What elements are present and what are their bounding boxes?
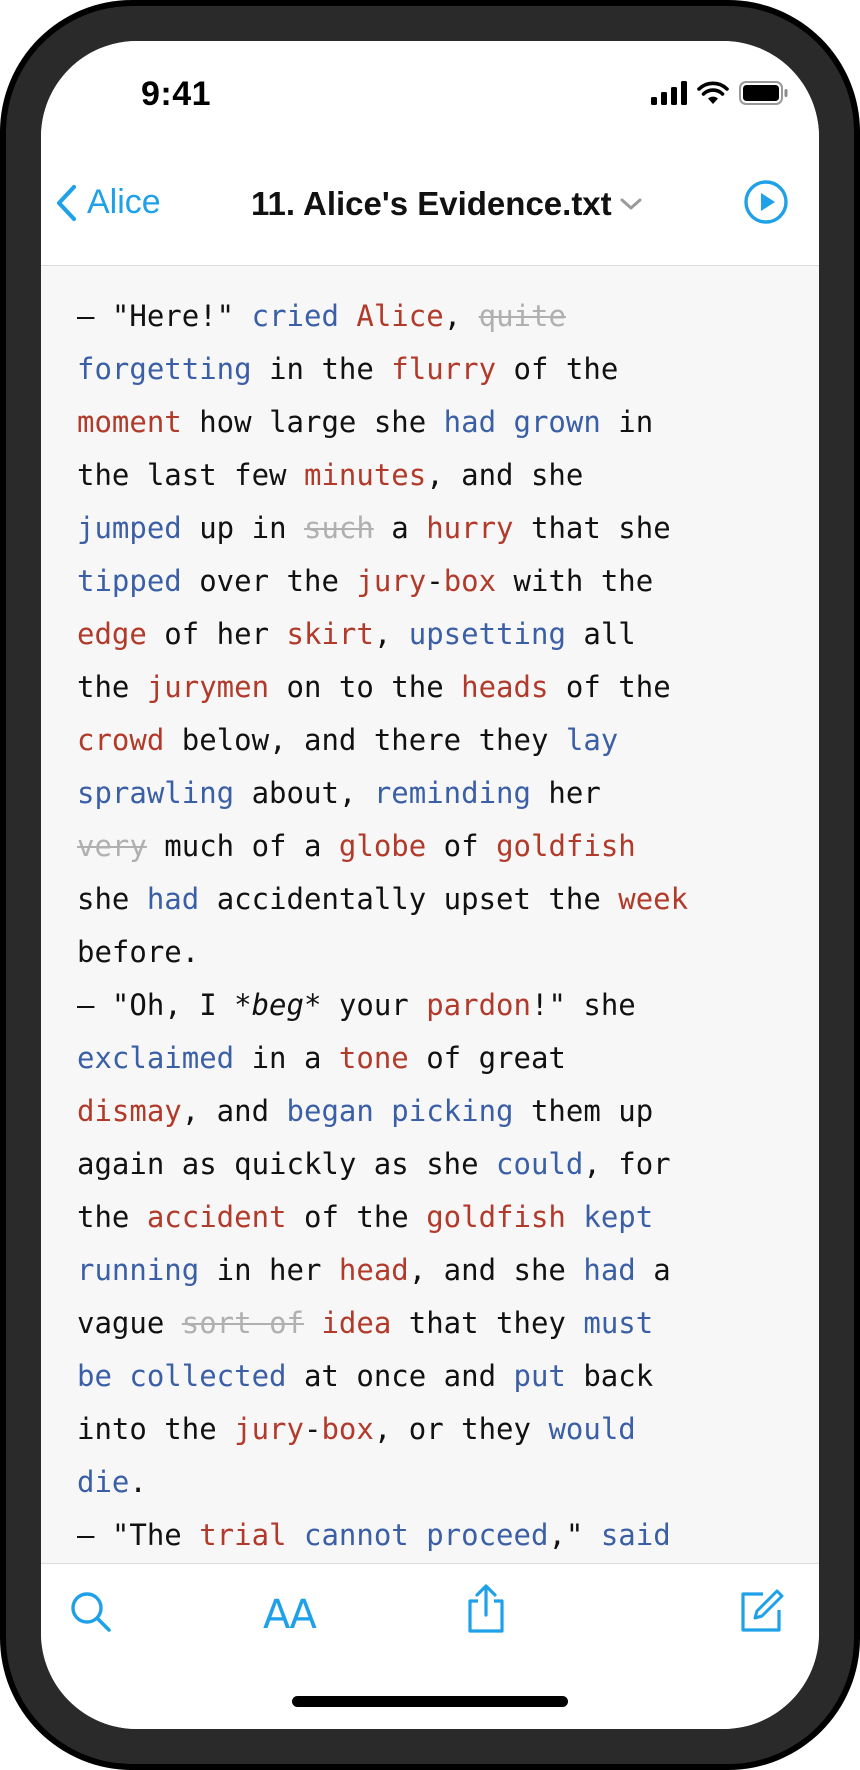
text-line — [77, 1032, 787, 1085]
verb-token: lay — [565, 723, 619, 757]
noun-token: hurry — [426, 511, 514, 545]
noun-token: crowd — [77, 723, 165, 757]
verb-token: had grown — [443, 405, 601, 439]
text-line — [77, 1191, 787, 1244]
text-line — [77, 1456, 787, 1509]
noun-token: jurymen — [146, 670, 270, 704]
text-line — [77, 1297, 787, 1350]
text-token: , or they — [373, 1412, 549, 1446]
home-indicator — [292, 1696, 568, 1707]
text-line — [77, 1244, 787, 1297]
battery-icon — [739, 81, 789, 105]
text-token: — "Here!" — [77, 299, 252, 333]
text-token: the — [77, 1200, 147, 1234]
text-token: . — [129, 1465, 147, 1499]
verb-token: upsetting — [408, 617, 566, 651]
document-text-view[interactable] — [41, 266, 819, 1606]
navigation-bar — [41, 139, 819, 266]
text-line — [77, 661, 787, 714]
text-token: , for — [583, 1147, 671, 1181]
text-token: with the — [496, 564, 654, 598]
text-token: of the — [496, 352, 619, 386]
text-token: back — [565, 1359, 654, 1393]
verb-token: be collected — [77, 1359, 287, 1393]
text-token: of the — [286, 1200, 427, 1234]
verb-token: could — [496, 1147, 584, 1181]
text-token: — "Oh, I — [77, 988, 235, 1022]
text-token: on to the — [269, 670, 462, 704]
text-line — [77, 1085, 787, 1138]
text-token: the last few — [77, 458, 304, 492]
text-line — [77, 608, 787, 661]
back-label: Alice — [87, 183, 161, 221]
noun-token: trial — [199, 1518, 287, 1552]
noun-token: accident — [146, 1200, 287, 1234]
verb-token: die — [77, 1465, 130, 1499]
noun-token: minutes — [303, 458, 427, 492]
verb-token: forgetting — [77, 352, 252, 386]
struck-token: quite — [478, 299, 566, 333]
text-token: ," — [548, 1518, 601, 1552]
compose-icon — [739, 1588, 785, 1634]
noun-token: edge — [77, 617, 147, 651]
text-line — [77, 820, 787, 873]
text-line — [77, 502, 787, 555]
text-token: a — [373, 511, 427, 545]
status-icons — [651, 79, 789, 107]
noun-token: heads — [461, 670, 549, 704]
text-token: , — [373, 617, 409, 651]
text-token: of great — [408, 1041, 566, 1075]
screen — [41, 41, 819, 1729]
verb-token: would — [548, 1412, 636, 1446]
verb-token: running — [77, 1253, 200, 1287]
verb-token: sprawling — [77, 776, 235, 810]
verb-token: began picking — [286, 1094, 514, 1128]
text-line — [77, 396, 787, 449]
status-bar — [41, 41, 819, 139]
text-line — [77, 1350, 787, 1403]
text-token — [339, 299, 356, 333]
text-token: - — [303, 1412, 322, 1446]
text-token: into the — [77, 1412, 235, 1446]
text-line — [77, 979, 787, 1032]
chevron-down-icon — [620, 197, 642, 211]
text-token: !" she — [530, 988, 636, 1022]
text-token: at once and — [286, 1359, 514, 1393]
noun-token: goldfish — [496, 829, 636, 863]
text-token: that she — [513, 511, 671, 545]
text-token: — "The — [77, 1518, 200, 1552]
noun-token: flurry — [391, 352, 497, 386]
verb-token: reminding — [373, 776, 531, 810]
text-token: in a — [234, 1041, 339, 1075]
share-icon — [465, 1584, 507, 1634]
text-line — [77, 290, 787, 343]
text-token: , and she — [426, 458, 584, 492]
struck-token: sort of — [181, 1306, 304, 1340]
text-token: below, and there they — [164, 723, 566, 757]
verb-token: put — [513, 1359, 566, 1393]
bottom-toolbar — [41, 1563, 819, 1729]
text-token: over the — [181, 564, 357, 598]
text-token: them up — [513, 1094, 654, 1128]
document-title: 11. Alice's Evidence.txt — [251, 185, 612, 222]
signal-icon — [651, 81, 687, 105]
noun-token: Alice — [356, 299, 444, 333]
search-icon — [69, 1590, 113, 1634]
chevron-left-icon — [55, 184, 77, 222]
compose-button[interactable] — [739, 1588, 785, 1634]
noun-token: week — [618, 882, 689, 916]
search-button[interactable] — [69, 1590, 113, 1634]
text-token: , and she — [408, 1253, 584, 1287]
share-button[interactable] — [465, 1584, 507, 1634]
verb-token: tipped — [77, 564, 182, 598]
noun-token: tone — [338, 1041, 409, 1075]
verb-token: cried — [251, 299, 339, 333]
verb-token: had — [146, 882, 200, 916]
text-token: about, — [234, 776, 374, 810]
struck-token: very — [77, 829, 147, 863]
noun-token: box — [321, 1412, 374, 1446]
noun-token: idea — [321, 1306, 392, 1340]
text-token: much of a — [146, 829, 339, 863]
text-line — [77, 714, 787, 767]
text-token: before. — [77, 935, 200, 969]
emphasis-token: *beg* — [234, 988, 322, 1022]
text-line — [77, 926, 787, 979]
text-token: , and — [181, 1094, 287, 1128]
text-token: in — [600, 405, 654, 439]
text-token: in her — [199, 1253, 339, 1287]
document-text — [77, 290, 787, 1606]
text-line — [77, 1403, 787, 1456]
text-token: of her — [146, 617, 287, 651]
noun-token: skirt — [286, 617, 374, 651]
noun-token: dismay — [77, 1094, 182, 1128]
noun-token: head — [338, 1253, 409, 1287]
text-token: again as quickly as she — [77, 1147, 497, 1181]
verb-token: cannot proceed — [304, 1518, 549, 1552]
text-token: how large she — [181, 405, 444, 439]
text-token: in the — [251, 352, 392, 386]
noun-token: box — [443, 564, 497, 598]
back-button[interactable] — [55, 183, 161, 222]
text-line — [77, 1138, 787, 1191]
verb-token: must — [583, 1306, 654, 1340]
text-token: of the — [548, 670, 671, 704]
text-line — [77, 343, 787, 396]
text-token: that they — [391, 1306, 584, 1340]
wifi-icon — [697, 81, 729, 105]
noun-token: jury — [234, 1412, 304, 1446]
verb-token: jumped — [77, 511, 182, 545]
play-button[interactable] — [743, 179, 789, 230]
text-token — [304, 1306, 321, 1340]
text-line — [77, 1509, 787, 1562]
noun-token: jury — [356, 564, 427, 598]
text-line — [77, 555, 787, 608]
text-token: - — [426, 564, 444, 598]
text-token: accidentally upset the — [199, 882, 619, 916]
text-token — [566, 1200, 583, 1234]
noun-token: globe — [338, 829, 427, 863]
text-size-label: AA — [263, 1592, 315, 1638]
noun-token: moment — [77, 405, 182, 439]
text-token: all — [565, 617, 636, 651]
text-token: a — [635, 1253, 671, 1287]
text-token: of — [426, 829, 497, 863]
text-token — [287, 1518, 304, 1552]
noun-token: pardon — [426, 988, 531, 1022]
play-circle-icon — [743, 179, 789, 225]
verb-token: kept — [583, 1200, 654, 1234]
text-token: , — [443, 299, 479, 333]
text-line — [77, 767, 787, 820]
text-token: she — [77, 882, 147, 916]
text-line — [77, 873, 787, 926]
text-token: the — [77, 670, 147, 704]
text-token: vague — [77, 1306, 182, 1340]
verb-token: exclaimed — [77, 1041, 235, 1075]
status-time: 9:41 — [141, 75, 212, 113]
text-line — [77, 449, 787, 502]
text-size-button[interactable] — [263, 1592, 315, 1638]
noun-token: goldfish — [426, 1200, 566, 1234]
verb-token: said — [600, 1518, 671, 1552]
text-token: your — [321, 988, 427, 1022]
verb-token: had — [583, 1253, 636, 1287]
text-token: up in — [181, 511, 304, 545]
document-title-menu[interactable] — [251, 185, 642, 223]
struck-token: such — [303, 511, 374, 545]
text-token: her — [530, 776, 601, 810]
